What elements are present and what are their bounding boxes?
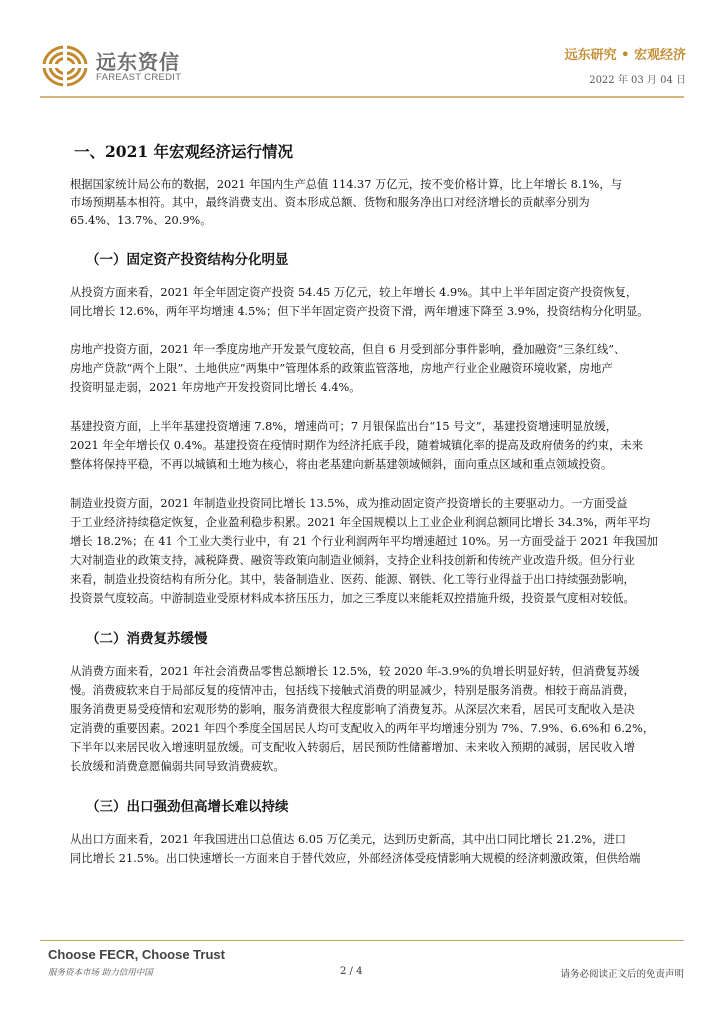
footer-divider	[40, 940, 684, 941]
footer-slogan: Choose FECR, Choose Trust	[48, 947, 225, 962]
paragraph-line: 投资景气度较高。中游制造业受原材料成本挤压压力，加之三季度以来能耗双控措施升级，投资景气度相对较低。	[70, 592, 635, 605]
paragraph-line: 房地产贷款“两个上限”、土地供应“两集中”管理体系的政策监管落地，房地产行业企业融资环境收紧，房地产	[70, 362, 613, 375]
paragraph-line: 2021 年全年增长仅 0.4%。基建投资在疫情时期作为经济托底手段，随着城镇化率的提高及政府债务的约束，未来	[70, 439, 643, 452]
paragraph-line: 慢。消费疲软来自于局部反复的疫情冲击，包括线下接触式消费的明显减少，特别是服务消费。相较于商品消费，	[70, 684, 635, 697]
paragraph-line: 制造业投资方面，2021 年制造业投资同比增长 13.5%，成为推动固定资产投资增长的主要驱动力。一方面受益	[70, 497, 628, 510]
footer-slogan-sub: 服务资本市场 助力信用中国	[48, 968, 153, 978]
paragraph-line: 基建投资方面，上半年基建投资增速 7.8%，增速尚可；7 月银保监出台“15 号文”，基建投资增速明显放缓，	[70, 420, 618, 433]
paragraph-line: 同比增长 21.5%。出口快速增长一方面来自于替代效应，外部经济体受疫情影响大规模的经济刺激政策，但供给端	[70, 852, 641, 865]
subsection-title-export: （三）出口强劲但高增长难以持续	[86, 799, 289, 815]
paragraph-line: 从出口方面来看，2021 年我国进出口总值达 6.05 万亿美元，达到历史新高，其中出口同比增长 21.2%，进口	[70, 833, 627, 846]
intro-line: 根据国家统计局公布的数据，2021 年国内生产总值 114.37 万亿元，按不变价格计算，比上年增长 8.1%，与	[70, 178, 622, 191]
paragraph-line: 大对制造业的政策支持，减税降费、融资等政策向制造业倾斜，支持企业科技创新和传统产业改造升级。但分行业	[70, 554, 635, 567]
report-category: 远东研究 • 宏观经济	[564, 48, 686, 63]
paragraph-line: 增长 18.2%；在 41 个工业大类行业中，有 21 个行业利润两年平均增速超过 10%。另一方面受益于 2021 年我国加	[70, 535, 658, 548]
logo-cn-text: 远东资信	[96, 50, 180, 74]
subsection-title-consumption: （二）消费复苏缓慢	[86, 631, 208, 647]
paragraph-line: 从投资方面来看，2021 年全年固定资产投资 54.45 万亿元，较上年增长 4.9%。其中上半年固定资产投资恢复，	[70, 286, 638, 299]
disclaimer-note: 请务必阅读正文后的免责声明	[560, 969, 684, 980]
logo-en-text: FAREAST CREDIT	[96, 72, 182, 83]
paragraph-line: 投资明显走弱，2021 年房地产开发投资同比增长 4.4%。	[70, 381, 361, 394]
paragraph-line: 房地产投资方面，2021 年一季度房地产开发景气度较高，但自 6 月受到部分事件影响，叠加融资“三条红线”、	[70, 343, 626, 356]
paragraph-line: 服务消费更易受疫情和宏观形势的影响，服务消费很大程度影响了消费复苏。从深层次来看，居民可支配收入是决	[70, 703, 635, 716]
report-date: 2022 年 03 月 04 日	[589, 75, 686, 86]
paragraph-line: 整体将保持平稳，不再以城镇和土地为核心，将由老基建向新基建领域倾斜，面向重点区域和重点领域投资。	[70, 458, 613, 471]
section-title: 一、2021 年宏观经济运行情况	[74, 142, 294, 161]
paragraph-line: 同比增长 12.6%，两年平均增速 4.5%；但下半年固定资产投资下滑，两年增速下降至 3.9%，投资结构分化明显。	[70, 305, 649, 318]
paragraph-line: 来看，制造业投资结构有所分化。其中，装备制造业、医药、能源、钢铁、化工等行业得益于出口持续强劲影响，	[70, 573, 635, 586]
intro-line: 市场预期基本相符。其中，最终消费支出、资本形成总额、货物和服务净出口对经济增长的贡献率分别为	[70, 196, 590, 209]
intro-line: 65.4%、13.7%、20.9%。	[70, 214, 212, 227]
paragraph-line: 下半年以来居民收入增速明显放缓。可支配收入转弱后，居民预防性储蓄增加、未来收入预期的减弱，居民收入增	[70, 741, 635, 754]
subsection-title-investment: （一）固定资产投资结构分化明显	[86, 252, 289, 268]
paragraph-line: 长放缓和消费意愿偏弱共同导致消费疲软。	[70, 760, 285, 773]
paragraph-line: 从消费方面来看，2021 年社会消费品零售总额增长 12.5%，较 2020 年-3.9%的负增长明显好转，但消费复苏缓	[70, 665, 640, 678]
page-number: 2 / 4	[340, 966, 363, 977]
paragraph-line: 定消费的重要因素。2021 年四个季度全国居民人均可支配收入的两年平均增速分别为 7%、7.9%、6.6%和 6.2%，	[70, 722, 655, 735]
paragraph-line: 于工业经济持续稳定恢复，企业盈利稳步积累。2021 年全国规模以上工业企业利润总额同比增长 34.3%，两年平均	[70, 516, 651, 529]
